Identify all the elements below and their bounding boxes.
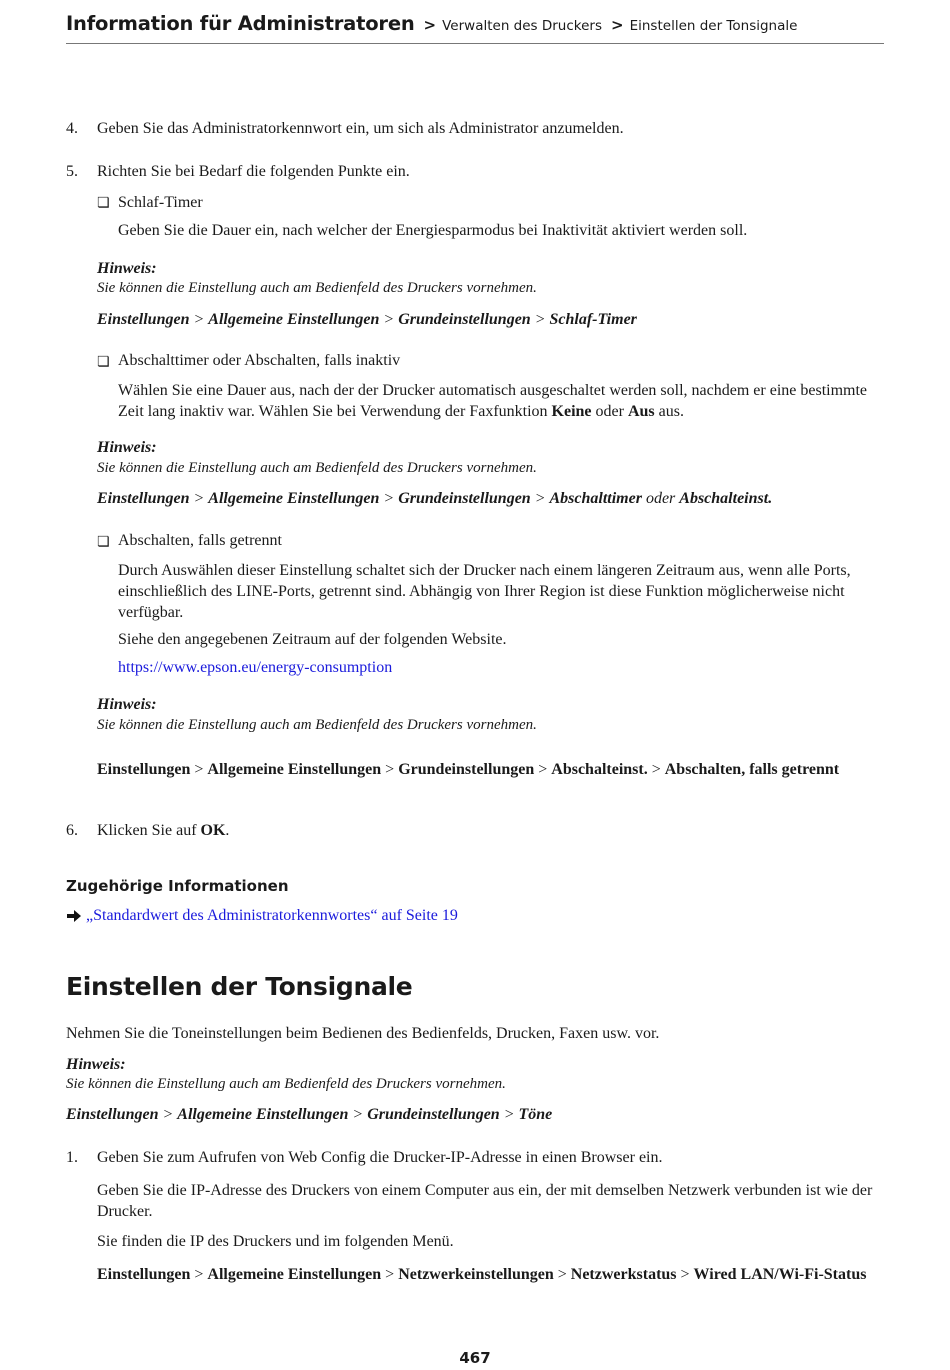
note-title: Hinweis: (66, 1056, 126, 1073)
page-header (66, 12, 884, 44)
item-description: Wählen Sie eine Dauer aus, nach der der Drucker automatisch ausgeschaltet werden soll, nachdem er eine bestimmte Zeit lang inaktiv war. Wählen Sie bei Verwendung der Faxfunktion Keine oder Aus aus. (118, 382, 868, 420)
note-text: Sie können die Einstellung auch am Bedienfeld des Druckers vornehmen. (97, 717, 537, 733)
step-number: 1. (66, 1149, 78, 1166)
menu-path: Einstellungen > Allgemeine Einstellungen > Grundeinstellungen > Töne (66, 1106, 553, 1123)
breadcrumb-crumb-2: Einstellen der Tonsignale (629, 18, 798, 34)
step-paragraph: Geben Sie die IP-Adresse des Druckers von einem Computer aus ein, der mit demselben Netzwerk verbunden ist wie der Drucker. (97, 1182, 873, 1220)
step-number: 5. (66, 163, 78, 180)
note-title: Hinweis: (97, 696, 157, 713)
note-text: Sie können die Einstellung auch am Bedienfeld des Druckers vornehmen. (66, 1076, 506, 1092)
item-description: Durch Auswählen dieser Einstellung schaltet sich der Drucker nach einem längeren Zeitraum aus, wenn alle Ports, einschließlich des LINE-Ports, getrennt sind. Abhängig von Ihrer Region ist diese Funktion möglicherweise nicht verfügbar. (118, 562, 851, 621)
breadcrumb-separator: > (611, 16, 624, 34)
item-title: Abschalttimer oder Abschalten, falls inaktiv (118, 352, 401, 369)
breadcrumb-separator: > (423, 16, 437, 34)
step-paragraph: Sie finden die IP des Druckers und im folgenden Menü. (97, 1233, 454, 1250)
menu-path: Einstellungen > Allgemeine Einstellungen > Netzwerkeinstellungen > Netzwerkstatus > Wired LAN/Wi-Fi-Status (97, 1266, 867, 1283)
energy-consumption-link[interactable]: https://www.epson.eu/energy-consumption (118, 659, 393, 676)
step-number: 4. (66, 120, 78, 137)
step-text: Richten Sie bei Bedarf die folgenden Punkte ein. (97, 163, 410, 180)
checkbox-bullet-icon: ❏ (97, 534, 110, 550)
header-title: Information für Administratoren (66, 12, 415, 35)
note-text: Sie können die Einstellung auch am Bedienfeld des Druckers vornehmen. (97, 460, 537, 476)
step-text: Geben Sie das Administratorkennwort ein, um sich als Administrator anzumelden. (97, 120, 624, 137)
item-description-2: Siehe den angegebenen Zeitraum auf der folgenden Website. (118, 631, 507, 648)
arrow-right-icon (66, 908, 82, 924)
item-title: Schlaf-Timer (118, 194, 203, 211)
checkbox-bullet-icon: ❏ (97, 195, 110, 211)
menu-path: Einstellungen > Allgemeine Einstellungen > Grundeinstellungen > Abschalttimer oder Abschalteinst. (97, 490, 773, 507)
section-title: Einstellen der Tonsignale (66, 972, 413, 1001)
page-number: 467 (459, 1349, 491, 1367)
note-text: Sie können die Einstellung auch am Bedienfeld des Druckers vornehmen. (97, 280, 537, 296)
step-number: 6. (66, 822, 78, 839)
menu-path: Einstellungen > Allgemeine Einstellungen > Grundeinstellungen > Schlaf-Timer (97, 311, 637, 328)
note-title: Hinweis: (97, 439, 157, 456)
step-text: Klicken Sie auf OK. (97, 822, 230, 839)
related-info-link[interactable]: „Standardwert des Administratorkennwortes“ auf Seite 19 (86, 907, 458, 924)
section-intro: Nehmen Sie die Toneinstellungen beim Bedienen des Bedienfelds, Drucken, Faxen usw. vor. (66, 1025, 660, 1042)
note-title: Hinweis: (97, 260, 157, 277)
breadcrumb-crumb-1: Verwalten des Druckers (442, 18, 603, 34)
menu-path: Einstellungen > Allgemeine Einstellungen > Grundeinstellungen > Abschalteinst. > Abschalten, falls getrennt (97, 761, 840, 778)
checkbox-bullet-icon: ❏ (97, 354, 110, 370)
item-title: Abschalten, falls getrennt (118, 532, 282, 549)
related-info-title: Zugehörige Informationen (66, 877, 289, 895)
item-description: Geben Sie die Dauer ein, nach welcher der Energiesparmodus bei Inaktivität aktiviert werden soll. (118, 222, 748, 239)
step-text: Geben Sie zum Aufrufen von Web Config die Drucker-IP-Adresse in einen Browser ein. (97, 1149, 663, 1166)
